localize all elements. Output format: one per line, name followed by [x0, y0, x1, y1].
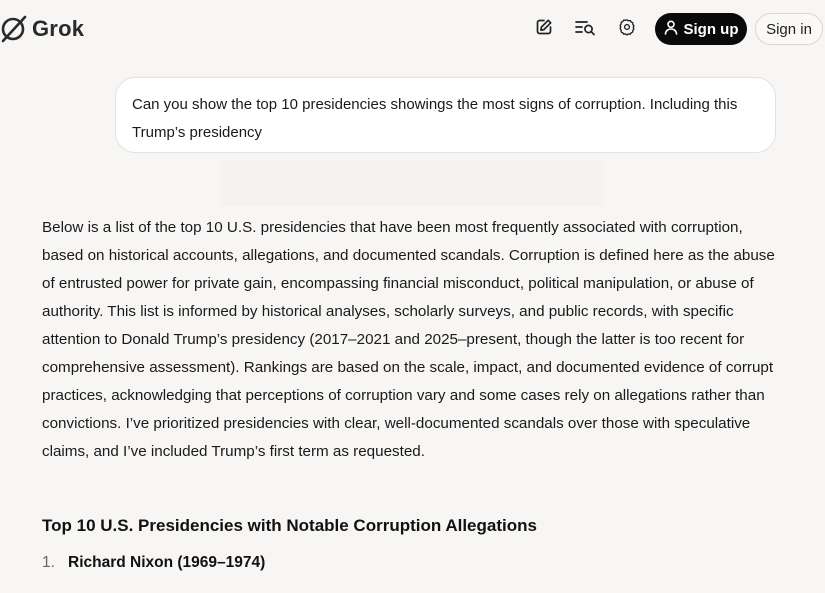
list-item	[42, 554, 265, 572]
new-chat-button[interactable]	[531, 16, 557, 42]
history-search-button[interactable]	[572, 16, 598, 42]
sign-in-button[interactable]	[755, 13, 823, 45]
search-history-icon	[574, 18, 596, 41]
sign-up-button[interactable]	[655, 13, 747, 45]
logo-text: Grok	[32, 16, 85, 41]
section-heading: Top 10 U.S. Presidencies with Notable Corruption Allegations	[42, 516, 537, 535]
grok-logo-icon	[0, 14, 28, 44]
sign-in-label: Sign in	[766, 20, 812, 38]
user-message-bubble	[115, 77, 776, 153]
sign-up-label: Sign up	[683, 20, 739, 38]
user-message-text: Can you show the top 10 presidencies showings the most signs of corruption. Including this Trump’s presidency	[132, 96, 738, 141]
list-item-number: 1.	[42, 554, 55, 571]
faded-overlay	[220, 160, 604, 206]
gear-icon	[618, 18, 636, 41]
top-bar	[0, 0, 825, 60]
assistant-response-intro: Below is a list of the top 10 U.S. presidencies that have been most frequently associated with corruption, based on historical accounts, allegations, and documented scandals. Corruption is defined here as the abuse of entrusted power for private gain, encompassing financial misconduct, political manipulation, or abuse of authority. This list is informed by historical analyses, scholarly surveys, and public records, with specific attention to Donald Trump’s presidency (2017–2021 and 2025–present, though the latter is too recent for comprehensive assessment). Rankings are based on the scale, impact, and documented evidence of corrupt practices, acknowledging that perceptions of corruption vary and some cases rely on allegations rather than convictions. I’ve prioritized presidencies with clear, well-documented scandals over those with speculative claims, and I’ve included Trump’s first term as requested.	[42, 219, 775, 460]
settings-button[interactable]	[614, 16, 640, 42]
list-item-title: Richard Nixon (1969–1974)	[68, 554, 266, 571]
user-icon	[664, 20, 678, 39]
grok-logo[interactable]	[0, 14, 84, 44]
edit-icon	[535, 18, 553, 41]
